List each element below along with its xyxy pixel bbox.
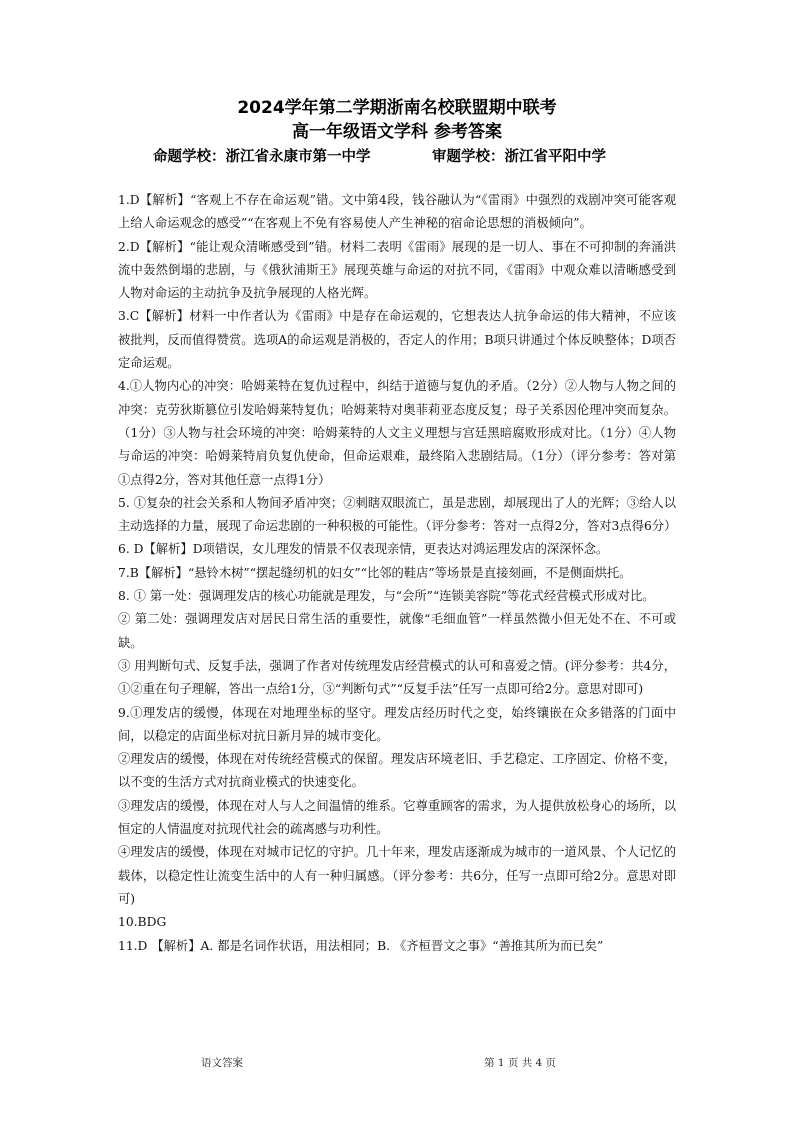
answer-item-3: 3.C【解析】材料一中作者认为《雷雨》中是存在命运观的，它想表达人抗争命运的伟大精神，不应该被批判，反而值得赞赏。选项A的命运观是消极的，否定人的作用；B项只讲通过个体反映整体；D项否定命运观。 bbox=[118, 309, 676, 371]
answer-item-8-point-1: 8. ① 第一处：强调理发店的核心功能就是理发，与“会所”“连锁美容院”等花式经营模式形成对比。 bbox=[118, 589, 655, 604]
answer-item-2: 2.D【解析】“能让观众清晰感受到”错。材料二表明《雷雨》展现的是一切人、事在不可抑制的奔涌洪流中轰然倒塌的悲剧，与《俄狄浦斯王》展现英雄与命运的对抗不同，《雷雨》中观众难以清晰感受到人物对命运的主动抗争及抗争展现的人格光辉。 bbox=[118, 239, 676, 301]
answer-item-10: 10.BDG bbox=[118, 915, 167, 930]
reviewing-school: 审题学校：浙江省平阳中学 bbox=[432, 149, 606, 165]
exam-title: 2024学年第二学期浙南名校联盟期中联考 bbox=[237, 98, 557, 118]
answer-item-9-point-3: ③理发店的缓慢，体现在对人与人之间温情的维系。它尊重顾客的需求，为人提供放松身心的场所，以恒定的人情温度对抗现代社会的疏离感与功利性。 bbox=[118, 798, 676, 837]
answer-item-8-point-3: ③ 用判断句式、反复手法，强调了作者对传统理发店经营模式的认可和喜爱之情。(评分参考：共4分，①②重在句子理解，答出一点给1分，③“判断句式”“反复手法”任写一点即可给2分。意思对即可) bbox=[118, 658, 676, 697]
answer-list bbox=[118, 189, 676, 958]
answer-item-9-point-2: ②理发店的缓慢，体现在对传统经营模式的保留。理发店环境老旧、手艺稳定、工序固定、价格不变，以不变的生活方式对抗商业模式的快速变化。 bbox=[118, 752, 676, 790]
answer-item-4: 4.①人物内心的冲突：哈姆莱特在复仇过程中，纠结于道德与复仇的矛盾。（2分）②人物与人物之间的冲突：克劳狄斯篡位引发哈姆莱特复仇；哈姆莱特对奥菲莉亚态度反复；母子关系因伦理冲突而复杂。（1分）③人物与社会环境的冲突：哈姆莱特的人文主义理想与宫廷黑暗腐败形成对比。（1分）④人物与命运的冲突：哈姆莱特肩负复仇使命，但命运艰难，最终陷入悲剧结局。（1分）（评分参考：答对第①点得2分，答对其他任意一点得1分） bbox=[118, 379, 676, 487]
answer-item-6: 6. D【解析】D项错误，女儿理发的情景不仅表现亲情，更表达对鸿运理发店的深深怀念。 bbox=[118, 542, 609, 557]
answer-key-title: 高一年级语文学科 参考答案 bbox=[292, 122, 502, 142]
answer-item-7: 7.B【解析】“悬铃木树”“摆起缝纫机的妇女”“比邻的鞋店”等场景是直接刻画，不是侧面烘托。 bbox=[118, 565, 632, 580]
answer-item-9-point-4: ④理发店的缓慢，体现在对城市记忆的守护。几十年来，理发店逐渐成为城市的一道风景、个人记忆的载体，以稳定性让流变生活中的人有一种归属感。（评分参考：共6分，任写一点即可给2分。意思对即可) bbox=[118, 845, 676, 906]
page-number: 第 1 页 共 4 页 bbox=[484, 1057, 557, 1069]
document-header bbox=[0, 96, 794, 144]
answer-item-8-point-2: ② 第二处：强调理发店对居民日常生活的重要性，就像“毛细血管”一样虽然微小但无处不在、不可或缺。 bbox=[118, 612, 676, 650]
answer-item-1: 1.D【解析】“客观上不存在命运观”错。文中第4段，钱谷融认为“《雷雨》中强烈的戏剧冲突可能客观上给人命运观念的感受”“在客观上不免有容易使人产生神秘的宿命论思想的消极倾向”。 bbox=[118, 193, 676, 231]
answer-item-11: 11.D 【解析】A. 都是名词作状语，用法相同；B. 《齐桓晋文之事》“善推其所为而已矣” bbox=[118, 938, 604, 953]
answer-item-5: 5. ①复杂的社会关系和人物间矛盾冲突；②刺瞎双眼流亡，虽是悲剧，却展现出了人的光辉；③给人以主动选择的力量，展现了命运悲剧的一种积极的可能性。（评分参考：答对一点得2分，答对3点得6分） bbox=[118, 495, 677, 534]
proposing-school: 命题学校：浙江省永康市第一中学 bbox=[153, 149, 371, 165]
footer-subject: 语文答案 bbox=[201, 1057, 243, 1069]
answer-item-9-point-1: 9.①理发店的缓慢，体现在对地理坐标的坚守。理发店经历时代之变，始终镶嵌在众多错落的门面中间，以稳定的店面坐标对抗日新月异的城市变化。 bbox=[118, 705, 676, 743]
